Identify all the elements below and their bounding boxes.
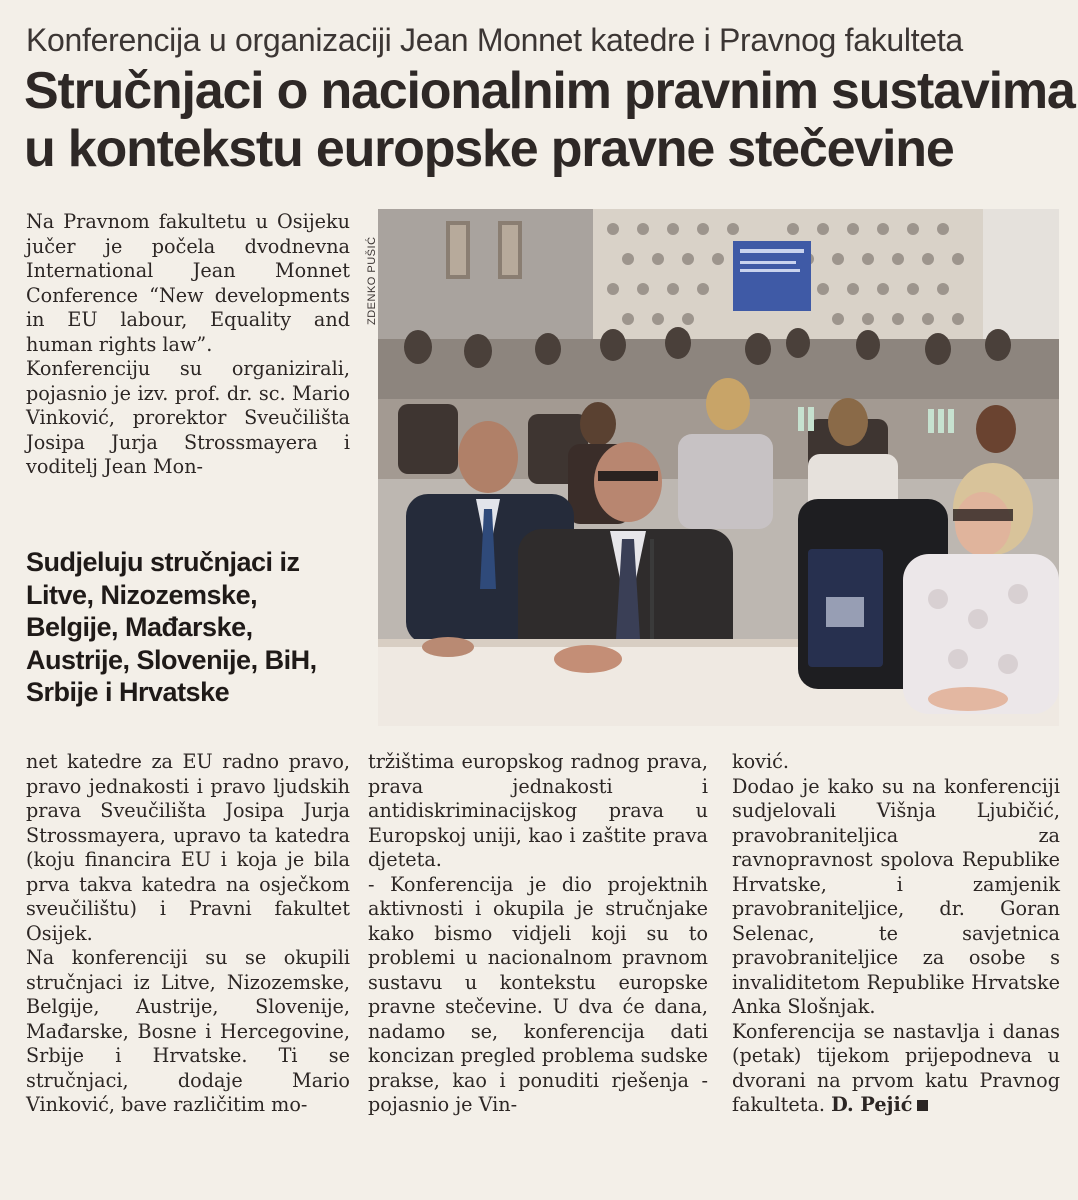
paragraph: tržištima europskog radnog prava, prava jednakosti i antidiskriminacijskog prava u Europskoj uniji, kao i zaštite prava djeteta. [368, 750, 708, 871]
paragraph: Konferenciju su organizirali, pojasnio je izv. prof. dr. sc. Mario Vinković, prorektor Sveučilišta Josipa Jurja Strossmayera i voditelj Jean Mon- [26, 357, 350, 478]
column-1-top [26, 210, 350, 480]
author-byline: D. Pejić [831, 1093, 913, 1116]
paragraph: - Konferencija je dio projektnih aktivnosti i okupila je stručnjake kako bismo vidjeli koji su to problemi u nacionalnom pravnom sustavu u kontekstu europske pravne stečevine. U dva će dana, nadamo se, konferencija dati koncizan pregled problema sudske prakse, kao i ponuditi rješenja - pojasnio je Vin- [368, 872, 708, 1116]
headline-line-2: u kontekstu europske pravne stečevine [24, 120, 954, 178]
paragraph: Dodao je kako su na konferenciji sudjelovali Višnja Ljubičić, pravobraniteljica za ravnopravnost spolova Republike Hrvatske, i zamjenik pravobraniteljice, dr. Goran Selenac, te savjetnica pravobraniteljice za osobe s invaliditetom Republike Hrvatske Anka Slošnjak. [732, 774, 1060, 1018]
paragraph: Na konferenciji su se okupili stručnjaci iz Litve, Nizozemske, Belgije, Austrije, Slovenije, Mađarske, Bosne i Hercegovine, Srbije i Hrvatske. Ti se stručnjaci, dodaje Mario Vinković, bave različitim mo- [26, 946, 350, 1116]
paragraph: net katedre za EU radno pravo, pravo jednakosti i pravo ljudskih prava Sveučilišta Josipa Jurja Strossmayera, upravo ta katedra (koju financira EU i koja je bila prva takva katedra na osječkom sveučilištu) i Pravni fakultet Osijek. [26, 750, 350, 945]
end-mark-icon [917, 1100, 928, 1111]
conference-photo-illustration [378, 209, 1059, 726]
paragraph: Na Pravnom fakultetu u Osijeku jučer je počela dvodnevna International Jean Monnet Conference “New developments in EU labour, Equality and human rights law”. [26, 210, 350, 356]
column-1-bottom [26, 750, 350, 1118]
column-2 [368, 750, 708, 1118]
headline-line-1: Stručnjaci o nacionalnim pravnim sustavima [24, 62, 1075, 120]
highlight-pullquote: Sudjeluju stručnjaci iz Litve, Nizozemske, Belgije, Mađarske, Austrije, Slovenije, BiH, Srbije i Hrvatske [26, 547, 317, 707]
conference-photo [378, 209, 1059, 726]
paragraph: ković. [732, 750, 790, 773]
photo-credit: ZDENKO PUŠIĆ [366, 236, 378, 325]
article-kicker: Konferencija u organizaciji Jean Monnet katedre i Pravnog fakulteta [26, 22, 963, 58]
column-3 [732, 750, 1060, 1118]
article-headline [24, 62, 1075, 178]
paragraph [732, 1020, 1060, 1118]
paragraph-text: Konferencija se nastavlja i danas (petak) tijekom prijepodneva u dvorani na prvom katu Pravnog fakulteta. [732, 1019, 1060, 1116]
